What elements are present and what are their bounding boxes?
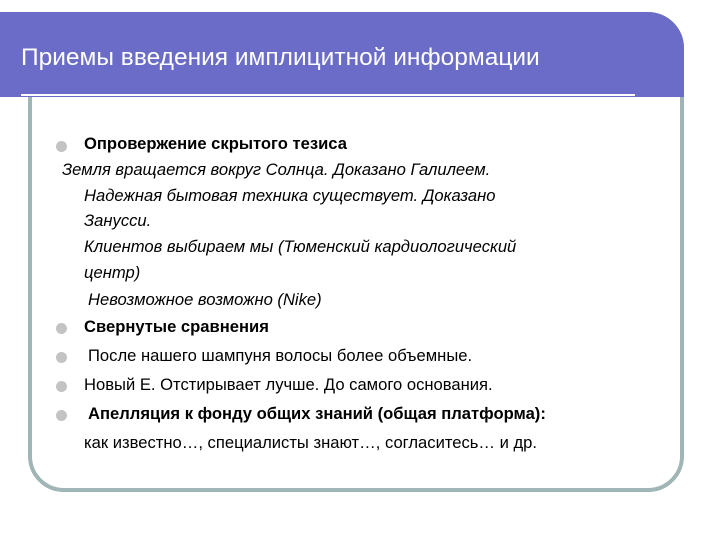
bullet-heading-comparisons: Свернутые сравнения [84, 317, 269, 336]
title-divider [21, 94, 635, 96]
bullet-icon [56, 410, 67, 421]
bullet-icon [56, 381, 67, 392]
bullet-heading-refutation: Опровержение скрытого тезиса [84, 134, 347, 153]
bullet-item: Новый Е. Отстирывает лучше. До самого основания. [84, 375, 493, 394]
bullet-icon [56, 323, 67, 334]
example-line: Невозможное возможно (Nike) [88, 290, 322, 309]
bullet-icon [56, 352, 67, 363]
example-line: Занусси. [84, 211, 152, 230]
bullet-item-continuation: как известно…, специалисты знают…, согласитесь… и др. [84, 433, 538, 452]
example-line: Надежная бытовая техника существует. Доказано [84, 186, 496, 205]
example-line: Земля вращается вокруг Солнца. Доказано Галилеем. [62, 160, 491, 179]
slide-title: Приемы введения имплицитной информации [21, 44, 540, 71]
bullet-item: После нашего шампуня волосы более объемные. [88, 346, 473, 365]
bullet-heading-appeal: Апелляция к фонду общих знаний (общая платформа): [88, 404, 546, 423]
example-line: Клиентов выбираем мы (Тюменский кардиологический [84, 237, 517, 256]
example-line: центр) [84, 263, 141, 282]
bullet-icon [56, 141, 67, 152]
